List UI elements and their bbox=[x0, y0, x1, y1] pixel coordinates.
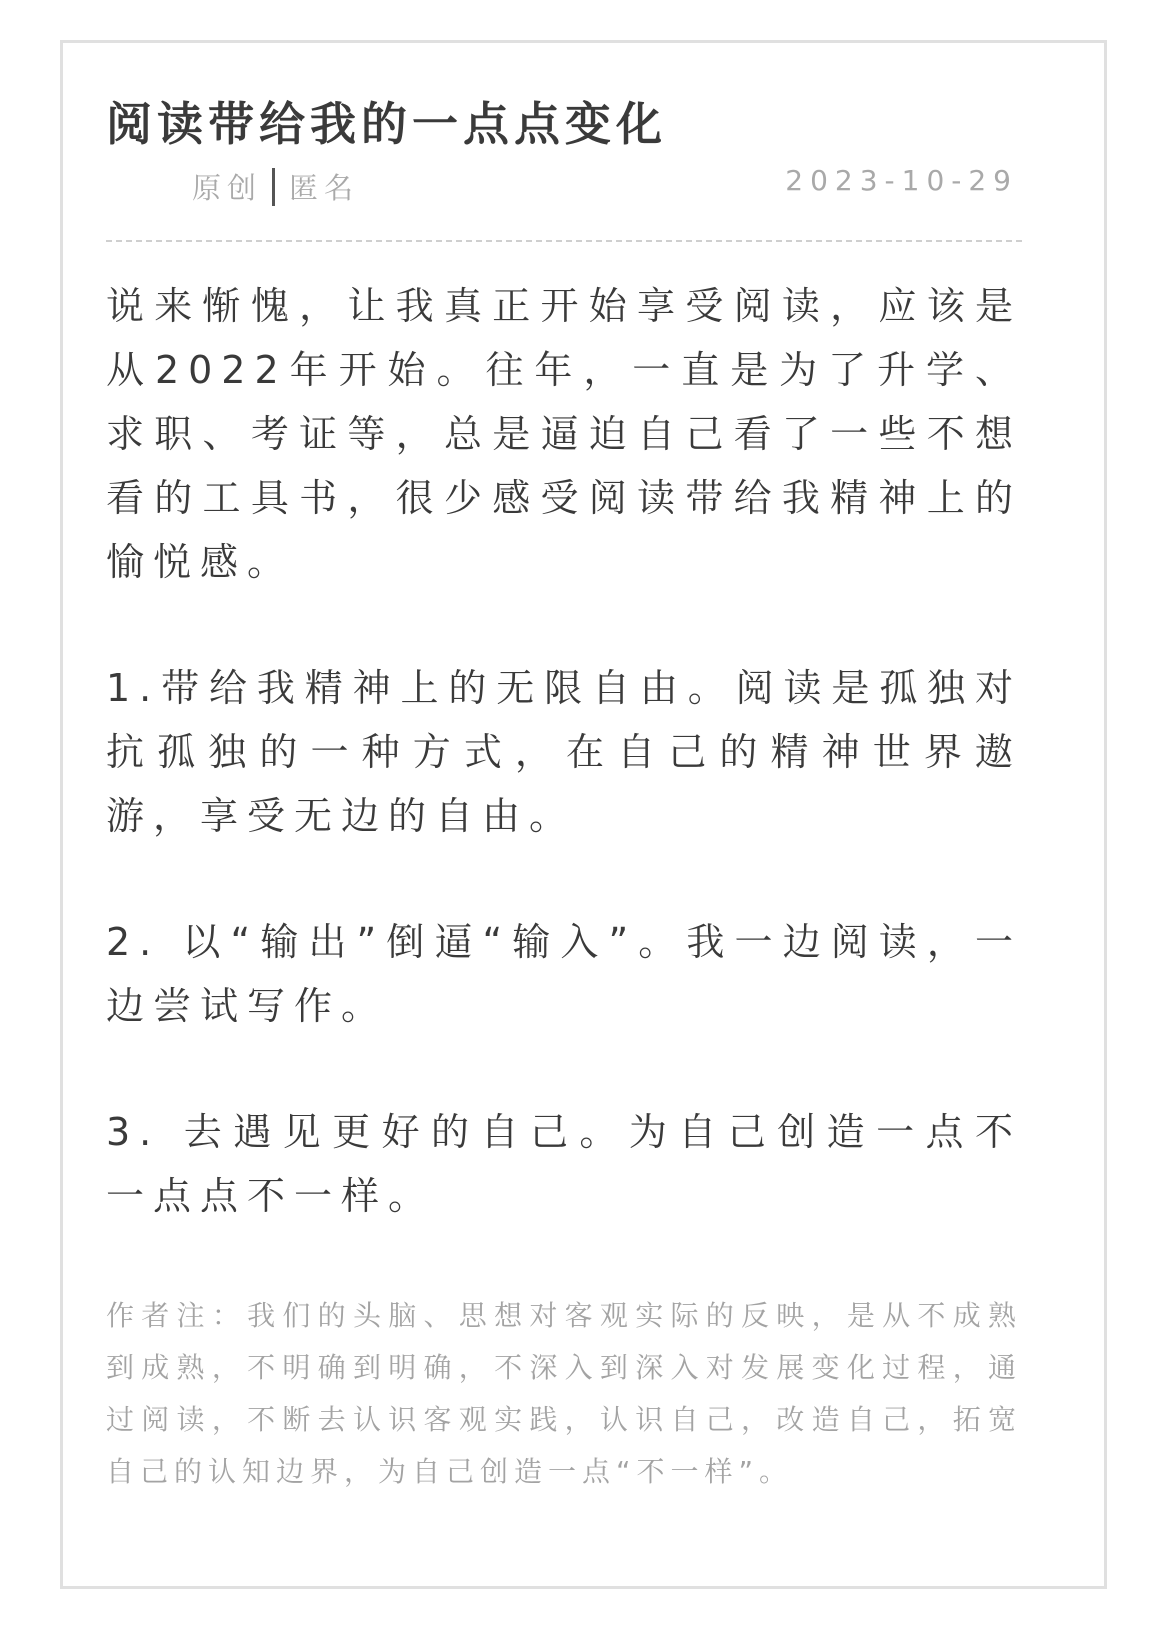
paragraph-point-1: 1.带给我精神上的无限自由。阅读是孤独对抗孤独的一种方式，在自己的精神世界遨游，享受无边的自由。 bbox=[106, 666, 1022, 838]
dashed-divider bbox=[106, 240, 1022, 242]
meta-divider bbox=[272, 168, 275, 206]
paragraph-point-2: 2. 以“输出”倒逼“输入”。我一边阅读，一边尝试写作。 bbox=[106, 920, 1022, 1028]
paragraph-point-3: 3. 去遇见更好的自己。为自己创造一点不一点点不一样。 bbox=[106, 1110, 1022, 1218]
original-label: 原创 bbox=[192, 171, 263, 205]
author-note: 作者注：我们的头脑、思想对客观实际的反映，是从不成熟到成熟，不明确到明确，不深入到深入对发展变化过程，通过阅读，不断去认识客观实践，认识自己，改造自己，拓宽自己的认知边界，为自己创造一点“不一样”。 bbox=[106, 1299, 1022, 1488]
article-title: 阅读带给我的一点点变化 bbox=[106, 97, 667, 151]
author-name: 匿名 bbox=[289, 171, 360, 205]
publish-date: 2023-10-29 bbox=[785, 164, 1018, 197]
paragraph-intro: 说来惭愧，让我真正开始享受阅读，应该是从2022年开始。往年，一直是为了升学、求职、考证等，总是逼迫自己看了一些不想看的工具书，很少感受阅读带给我精神上的愉悦感。 bbox=[106, 284, 1022, 584]
article-meta bbox=[192, 166, 359, 207]
